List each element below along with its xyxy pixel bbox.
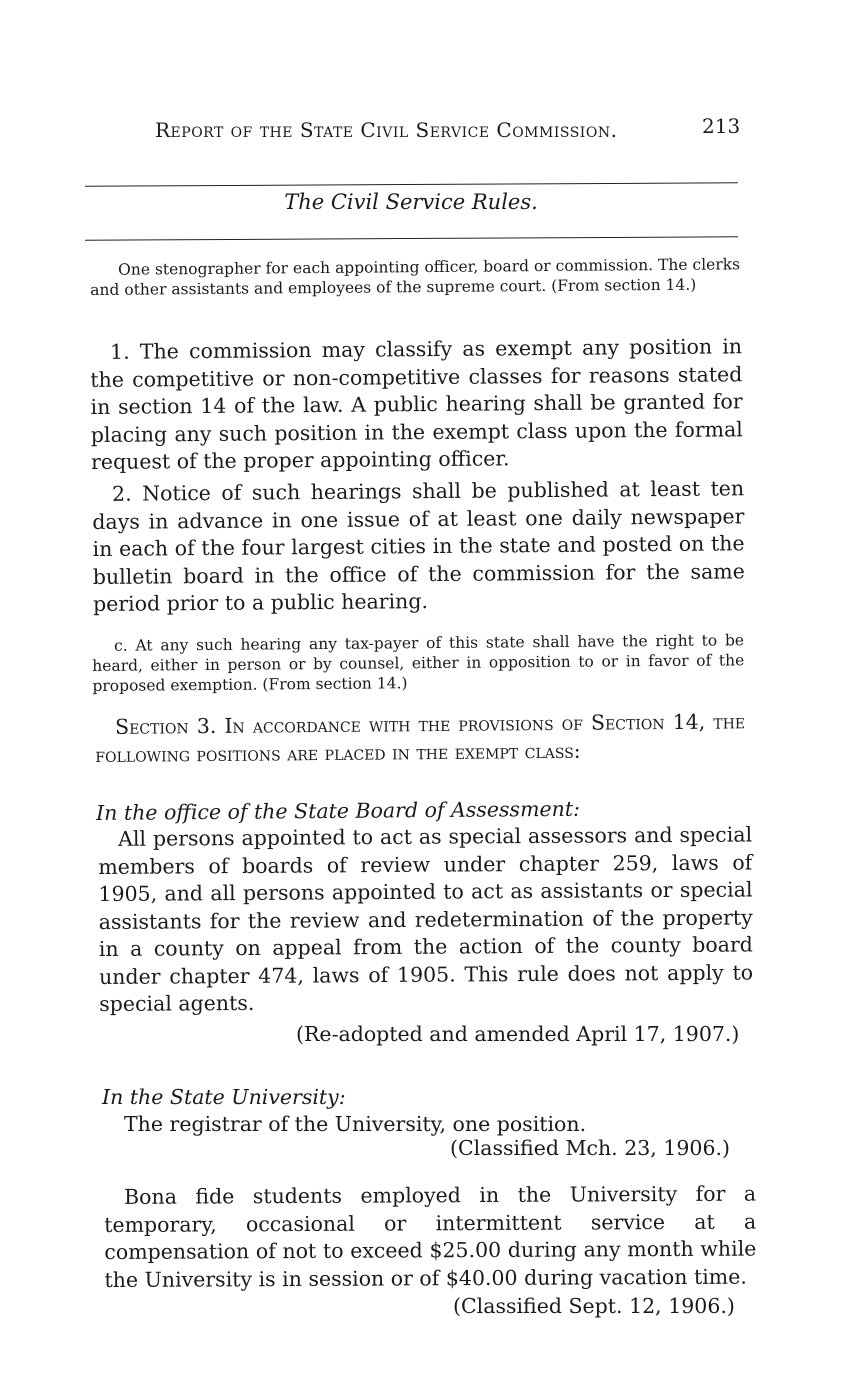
students-paragraph: Bona fide students employed in the University for a temporary, occasional or intermittent service at a compensation of not to exceed $25.00 during any month while the University is in session or of $40.00 during vacation time. <box>104 1181 757 1292</box>
rule-2-paragraph: 2. Notice of such hearings shall be published at least ten days in advance in one issue of at least one daily newspaper in each of the four largest cities in the state and posted on the bulletin board in the office of the commission for the same period prior to a public hearing. <box>92 476 745 616</box>
assessment-note: (Re-adopted and amended April 17, 1907.) <box>296 1022 740 1046</box>
header-rule-bottom <box>85 236 738 240</box>
running-title: Report of the State Civil Service Commission. <box>155 118 618 142</box>
exempt-positions-paragraph: One stenographer for each appointing officer, board or commission. The clerks and other assistants and employees of the supreme court. (From section 14.) <box>90 255 741 299</box>
section-title: The Civil Service Rules. <box>284 190 538 214</box>
section-3-paragraph <box>95 708 745 769</box>
students-note: (Classified Sept. 12, 1906.) <box>453 1294 735 1318</box>
registrar-note: (Classified Mch. 23, 1906.) <box>450 1136 731 1160</box>
registrar-line: The registrar of the University, one position. <box>124 1112 587 1136</box>
page-header <box>0 108 867 148</box>
rule-c-paragraph: c. At any such hearing any tax-payer of this state shall have the right to be heard, either in person or by counsel, either in opposition to or in favor of the proposed exemption. (From section 14.) <box>92 631 745 695</box>
section-3-text: Section 3. In accordance with the provisions of Section 14, the following positions are placed in the exempt class: <box>95 709 746 767</box>
assessment-heading: In the office of the State Board of Assessment: <box>96 796 581 825</box>
page-number: 213 <box>702 114 741 138</box>
header-rule-top <box>85 182 738 186</box>
assessment-body: All persons appointed to act as special assessors and special members of boards of review under chapter 259, laws of 1905, and all persons appointed to act as assistants or special assistants for the review and redetermination of the property in a county on appeal from the action of the county board under chapter 474, laws of 1905. This rule does not apply to special agents. <box>98 822 754 1016</box>
university-heading: In the State University: <box>102 1085 346 1109</box>
rule-1-paragraph: 1. The commission may classify as exempt any position in the competitive or non-competitive classes for reasons stated in section 14 of the law. A public hearing shall be granted for placing any such position in the exempt class upon the formal request of the proper appointing officer. <box>90 334 743 474</box>
